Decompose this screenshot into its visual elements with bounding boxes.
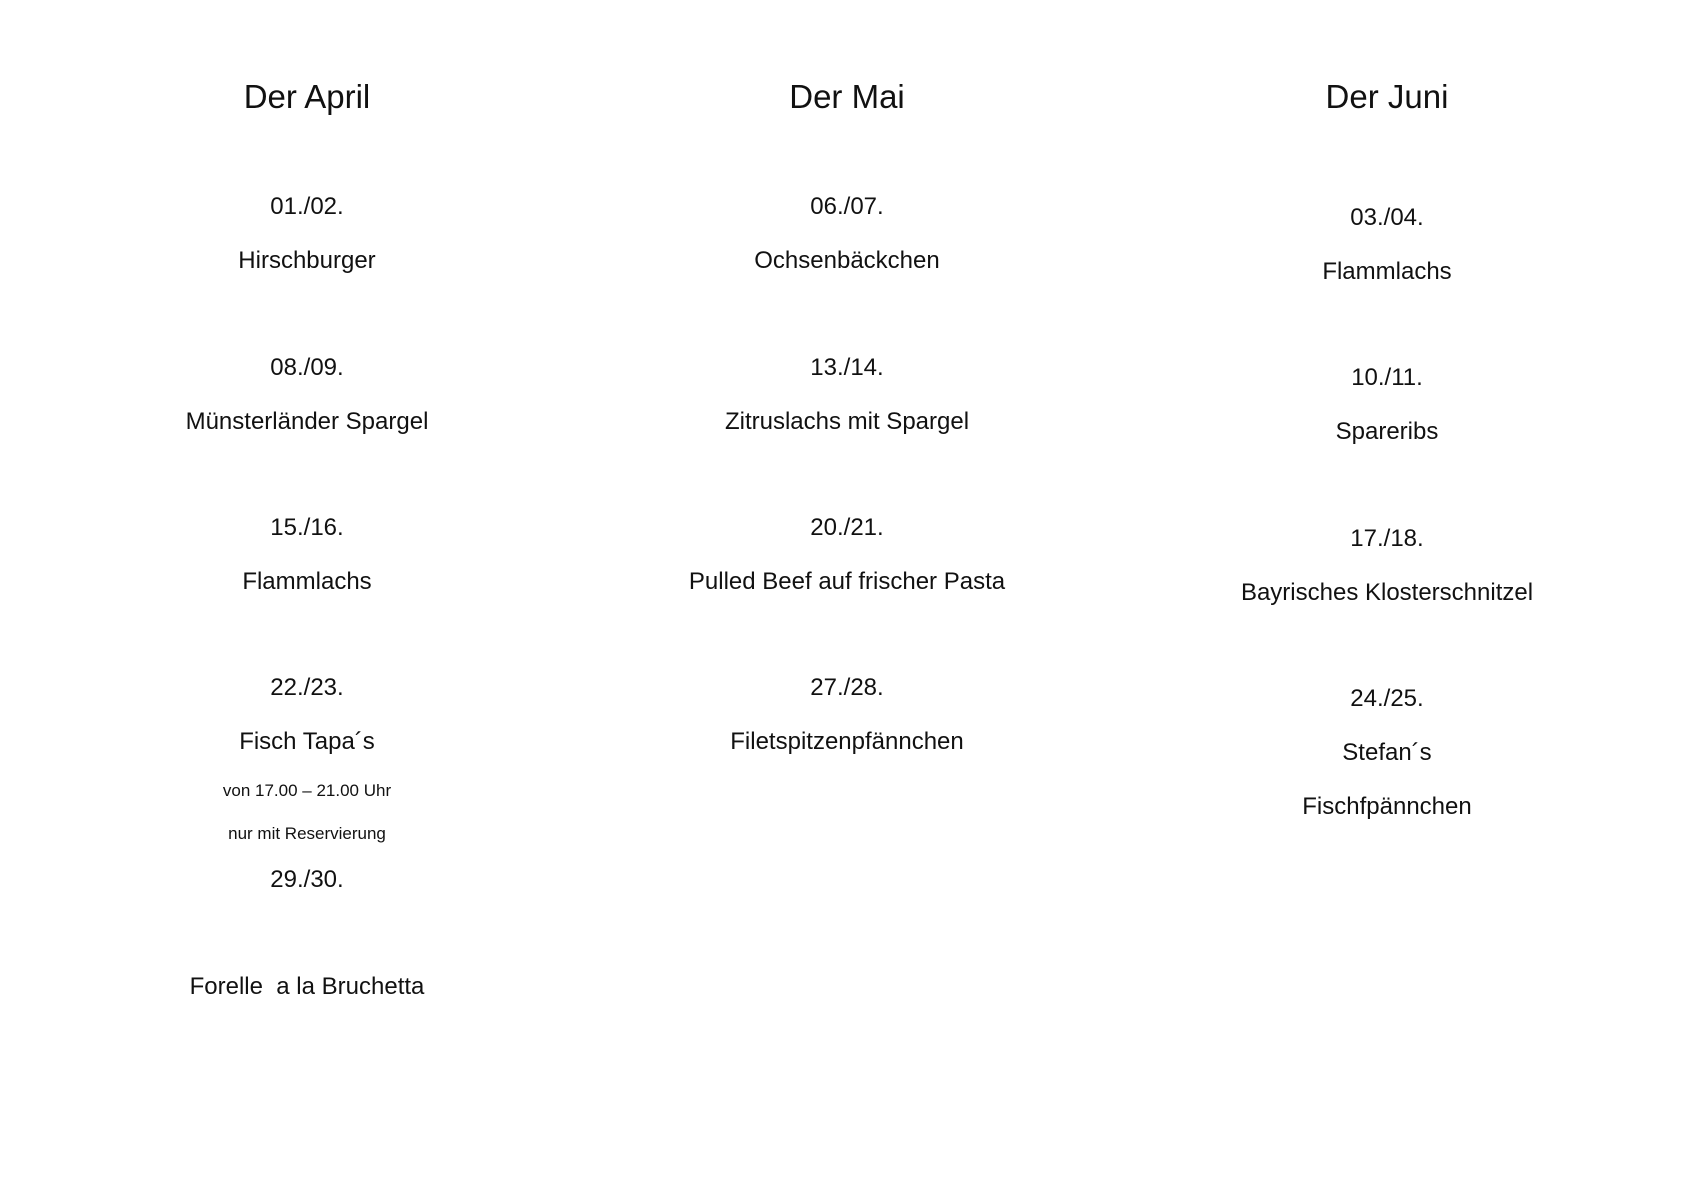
column-juni <box>1127 0 1647 1190</box>
dish-april-4: Fisch Tapa´s <box>239 728 375 755</box>
date-juni-3: 17./18. <box>1350 525 1424 552</box>
date-mai-2: 13./14. <box>810 354 884 381</box>
column-april <box>47 0 567 1190</box>
date-april-1: 01./02. <box>270 193 344 220</box>
date-april-2: 08./09. <box>270 354 344 381</box>
dish-juni-2: Spareribs <box>1335 418 1439 445</box>
date-mai-4: 27./28. <box>810 674 884 701</box>
date-mai-3: 20./21. <box>810 514 884 541</box>
note-april-reservation: nur mit Reservierung <box>228 824 386 843</box>
date-juni-1: 03./04. <box>1350 204 1424 231</box>
date-juni-2: 10./11. <box>1351 364 1423 391</box>
date-april-4: 22./23. <box>270 674 344 701</box>
dish-april-2: Münsterländer Spargel <box>185 408 429 435</box>
date-april-5: 29./30. <box>270 866 344 893</box>
month-title-juni: Der Juni <box>1325 78 1449 115</box>
dish-juni-3: Bayrisches Klosterschnitzel <box>1240 579 1534 606</box>
dish-mai-1: Ochsenbäckchen <box>754 247 940 274</box>
month-title-april: Der April <box>243 78 371 115</box>
dish-mai-3: Pulled Beef auf frischer Pasta <box>688 568 1006 595</box>
dish-juni-4-cont: Fischfpännchen <box>1302 793 1472 820</box>
dish-april-3: Flammlachs <box>242 568 372 595</box>
note-april-time: von 17.00 – 21.00 Uhr <box>222 781 392 800</box>
dish-mai-2: Zitruslachs mit Spargel <box>724 408 970 435</box>
dish-juni-4: Stefan´s <box>1342 739 1432 766</box>
column-mai <box>587 0 1107 1190</box>
dish-april-5: Forelle a la Bruchetta <box>189 973 425 1000</box>
month-title-mai: Der Mai <box>789 78 905 115</box>
dish-april-1: Hirschburger <box>238 247 376 274</box>
date-april-3: 15./16. <box>270 514 344 541</box>
date-juni-4: 24./25. <box>1350 685 1424 712</box>
date-mai-1: 06./07. <box>810 193 884 220</box>
dish-juni-1: Flammlachs <box>1322 258 1452 285</box>
dish-mai-4: Filetspitzenpfännchen <box>730 728 964 755</box>
